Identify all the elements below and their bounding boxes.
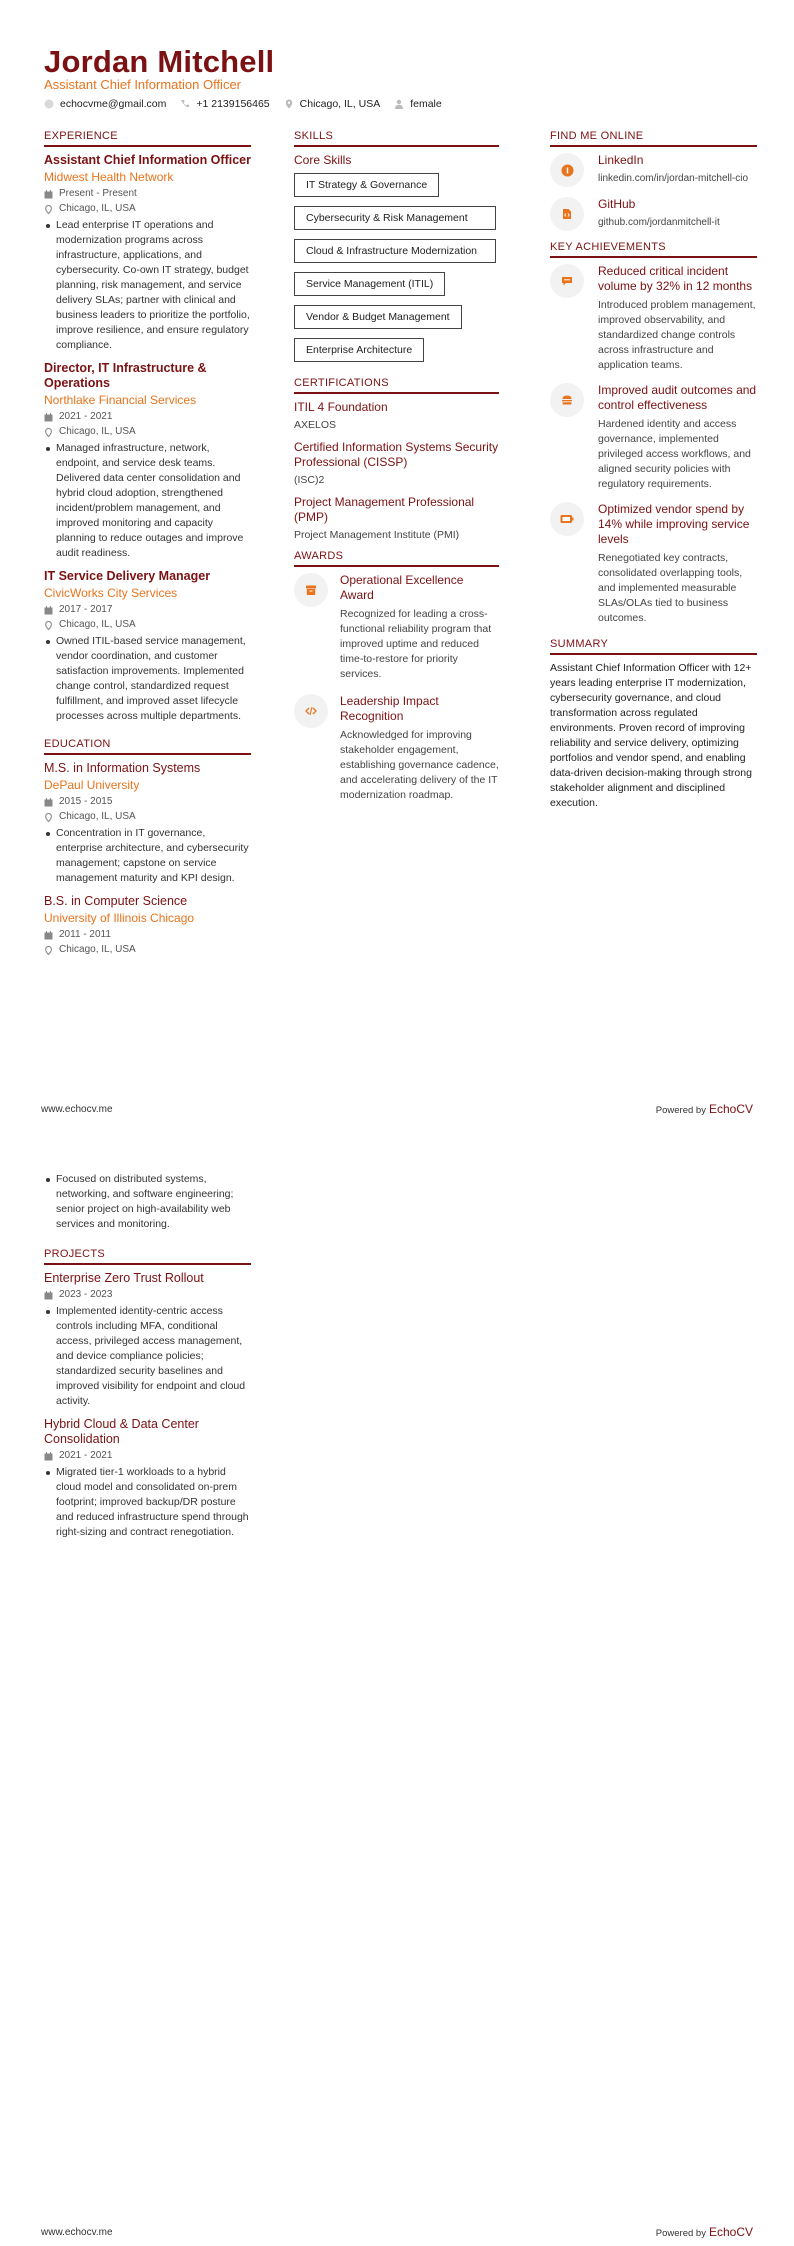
person-icon xyxy=(394,99,404,109)
project-entry xyxy=(44,1417,251,1540)
experience-entry xyxy=(44,361,251,561)
job-location: Chicago, IL, USA xyxy=(44,426,251,438)
battery-icon xyxy=(550,502,584,536)
skill-tag: Enterprise Architecture xyxy=(294,338,424,362)
phone-icon xyxy=(180,99,190,109)
powered-label: Powered by xyxy=(655,2228,706,2239)
education-location: Chicago, IL, USA xyxy=(44,944,251,956)
contact-email[interactable] xyxy=(44,98,166,110)
skill-tag: Vendor & Budget Management xyxy=(294,305,462,329)
calendar-icon xyxy=(44,606,53,615)
location-pin-icon xyxy=(44,813,53,822)
phone-text: +1 2139156465 xyxy=(196,98,270,110)
cert-issuer: (ISC)2 xyxy=(294,474,325,486)
gender-text: female xyxy=(410,98,442,110)
experience-entry xyxy=(44,153,251,353)
school-name: University of Illinois Chicago xyxy=(44,911,195,925)
cert-issuer: Project Management Institute (PMI) xyxy=(294,529,460,541)
chat-icon xyxy=(550,264,584,298)
github-icon xyxy=(550,197,584,231)
education-heading: EDUCATION xyxy=(44,738,251,755)
skill-tag: Cybersecurity & Risk Management xyxy=(294,206,496,230)
link-title[interactable]: GitHub xyxy=(598,197,636,211)
achievement-title: Reduced critical incident volume by 32% in 12 months xyxy=(598,264,753,293)
location-pin-icon xyxy=(284,99,294,109)
left-column xyxy=(44,130,251,964)
award-title: Leadership Impact Recognition xyxy=(340,694,439,723)
job-company: Midwest Health Network xyxy=(44,170,174,184)
job-dates: 2021 - 2021 xyxy=(44,411,251,423)
achievement-desc: Hardened identity and access governance, implemented privileged access workflows, and aligned security policies with regulatory requirements. xyxy=(598,418,751,490)
powered-label: Powered by xyxy=(655,1105,706,1116)
middle-column xyxy=(294,130,499,815)
job-title: Director, IT Infrastructure & Operations xyxy=(44,361,207,390)
calendar-icon xyxy=(44,931,53,940)
job-dates: Present - Present xyxy=(44,188,251,200)
achievements-heading: KEY ACHIEVEMENTS xyxy=(550,241,757,258)
school-name: DePaul University xyxy=(44,778,140,792)
calendar-icon xyxy=(44,1452,53,1461)
cert-name: Certified Information Systems Security Professional (CISSP) xyxy=(294,440,499,469)
achievement-entry xyxy=(550,383,757,492)
link-title[interactable]: LinkedIn xyxy=(598,153,644,167)
location-pin-icon xyxy=(44,205,53,214)
skills-heading: SKILLS xyxy=(294,130,499,147)
calendar-icon xyxy=(44,798,53,807)
brand-name[interactable]: EchoCV xyxy=(708,1102,753,1116)
candidate-role: Assistant Chief Information Officer xyxy=(44,77,242,92)
experience-heading: EXPERIENCE xyxy=(44,130,251,147)
achievement-title: Optimized vendor spend by 14% while improving service levels xyxy=(598,502,750,546)
achievement-title: Improved audit outcomes and control effectiveness xyxy=(598,383,757,412)
skill-tag: Cloud & Infrastructure Modernization xyxy=(294,239,496,263)
footer-powered xyxy=(656,1102,753,1116)
footer-powered xyxy=(656,2225,753,2239)
award-title: Operational Excellence Award xyxy=(340,573,464,602)
candidate-name: Jordan Mitchell xyxy=(44,44,275,79)
awards-heading: AWARDS xyxy=(294,550,499,567)
location-pin-icon xyxy=(44,428,53,437)
skill-tag: IT Strategy & Governance xyxy=(294,173,439,197)
skills-list xyxy=(294,173,499,371)
award-desc: Recognized for leading a cross-functional reliability program that improved uptime and reduced time-to-restore for priority services. xyxy=(340,608,492,680)
calendar-icon xyxy=(44,413,53,422)
calendar-icon xyxy=(44,1291,53,1300)
footer-site[interactable]: www.echocv.me xyxy=(41,2227,113,2238)
burger-icon xyxy=(550,383,584,417)
job-location: Chicago, IL, USA xyxy=(44,619,251,631)
achievement-desc: Introduced problem management, improved observability, and standardized change controls across infrastructure and application teams. xyxy=(598,299,756,371)
award-entry xyxy=(294,694,499,803)
calendar-icon xyxy=(44,190,53,199)
achievement-entry xyxy=(550,502,757,626)
resume-page-2 xyxy=(0,1123,794,2246)
education-dates: 2011 - 2011 xyxy=(44,929,251,941)
project-bullet: Implemented identity-centric access controls including MFA, conditional access, privileged access management, and device compliance policies; standardized security baselines and improved visibility for endpoint and cloud activity. xyxy=(44,1304,251,1409)
footer-site[interactable]: www.echocv.me xyxy=(41,1104,113,1115)
certifications-heading: CERTIFICATIONS xyxy=(294,377,499,394)
education-location: Chicago, IL, USA xyxy=(44,811,251,823)
contact-gender xyxy=(394,98,442,110)
degree-title: M.S. in Information Systems xyxy=(44,761,201,775)
link-url[interactable]: linkedin.com/in/jordan-mitchell-cio xyxy=(598,173,749,184)
archive-icon xyxy=(294,573,328,607)
experience-entry xyxy=(44,569,251,724)
project-title: Hybrid Cloud & Data Center Consolidation xyxy=(44,1417,199,1446)
project-title: Enterprise Zero Trust Rollout xyxy=(44,1271,204,1285)
cert-name: ITIL 4 Foundation xyxy=(294,400,388,414)
degree-title: B.S. in Computer Science xyxy=(44,894,188,908)
projects-heading: PROJECTS xyxy=(44,1248,251,1265)
location-pin-icon xyxy=(44,946,53,955)
education-entry xyxy=(44,761,251,886)
code-icon xyxy=(294,694,328,728)
job-company: CivicWorks City Services xyxy=(44,586,178,600)
award-entry xyxy=(294,573,499,682)
link-url[interactable]: github.com/jordanmitchell-it xyxy=(598,217,720,228)
education-entry xyxy=(44,894,251,956)
contact-bar xyxy=(44,98,442,110)
achievement-desc: Renegotiated key contracts, consolidated overlapping tools, and implemented measurable SLAs/OLAs tied to business outcomes. xyxy=(598,552,743,624)
email-icon xyxy=(44,99,54,109)
find-me-heading: FIND ME ONLINE xyxy=(550,130,757,147)
education-bullet: Concentration in IT governance, enterprise architecture, and cybersecurity management; capstone on service management maturity and KPI design. xyxy=(44,826,251,886)
project-bullet: Migrated tier-1 workloads to a hybrid cloud model and consolidated on-prem footprint; improved backup/DR posture and reduced infrastructure spend through right-sizing and contract renegotiation. xyxy=(44,1465,251,1540)
location-text: Chicago, IL, USA xyxy=(299,98,381,110)
location-pin-icon xyxy=(44,621,53,630)
link-linkedin[interactable] xyxy=(550,153,757,187)
email-text: echocvme@gmail.com xyxy=(60,98,167,110)
job-bullet: Lead enterprise IT operations and modernization programs across infrastructure, applications, and cybersecurity. Co-own IT strategy, budget planning, risk management, and service delivery SLAs; partner with clinical and business leaders to prioritize the portfolio, improve resilience, and ensure regulatory compliance. xyxy=(44,218,251,353)
skills-group-title: Core Skills xyxy=(294,153,352,167)
project-dates: 2021 - 2021 xyxy=(44,1450,251,1462)
job-title: Assistant Chief Information Officer xyxy=(44,153,251,167)
contact-phone[interactable] xyxy=(180,98,269,110)
job-company: Northlake Financial Services xyxy=(44,393,197,407)
contact-location xyxy=(284,98,381,110)
skill-tag: Service Management (ITIL) xyxy=(294,272,445,296)
cert-issuer: AXELOS xyxy=(294,419,337,431)
job-bullet: Managed infrastructure, network, endpoint, and service desk teams. Delivered data center consolidation and hybrid cloud adoption, strengthened incident/problem management, and improved monitoring and capacity planning to reduce outages and improve audit readiness. xyxy=(44,441,251,561)
cert-name: Project Management Professional (PMP) xyxy=(294,495,475,524)
education-bullet: Focused on distributed systems, networking, and software engineering; senior project on high-availability web services and monitoring. xyxy=(44,1172,251,1232)
job-location: Chicago, IL, USA xyxy=(44,203,251,215)
project-entry xyxy=(44,1271,251,1409)
link-github[interactable] xyxy=(550,197,757,231)
job-title: IT Service Delivery Manager xyxy=(44,569,211,583)
right-column xyxy=(550,130,757,811)
award-desc: Acknowledged for improving stakeholder engagement, establishing governance cadence, and accelerating delivery of the IT modernization roadmap. xyxy=(340,729,499,801)
summary-text: Assistant Chief Information Officer with 12+ years leading enterprise IT modernization, cybersecurity governance, and cloud transformation across regulated environments. Proven record of improving reliability and service delivery, optimizing portfolios and vendor spend, and enabling data-driven decision-making through strong stakeholder alignment and disciplined execution. xyxy=(550,662,752,809)
left-column-continued xyxy=(44,1169,251,1548)
summary-heading: SUMMARY xyxy=(550,638,757,655)
achievement-entry xyxy=(550,264,757,373)
education-dates: 2015 - 2015 xyxy=(44,796,251,808)
project-dates: 2023 - 2023 xyxy=(44,1289,251,1301)
job-bullet: Owned ITIL-based service management, vendor coordination, and customer satisfaction improvements. Implemented change control, standardized request fulfillment, and improved asset lifecycle processes across multiple departments. xyxy=(44,634,251,724)
linkedin-icon xyxy=(550,153,584,187)
job-dates: 2017 - 2017 xyxy=(44,604,251,616)
brand-name[interactable]: EchoCV xyxy=(708,2225,753,2239)
